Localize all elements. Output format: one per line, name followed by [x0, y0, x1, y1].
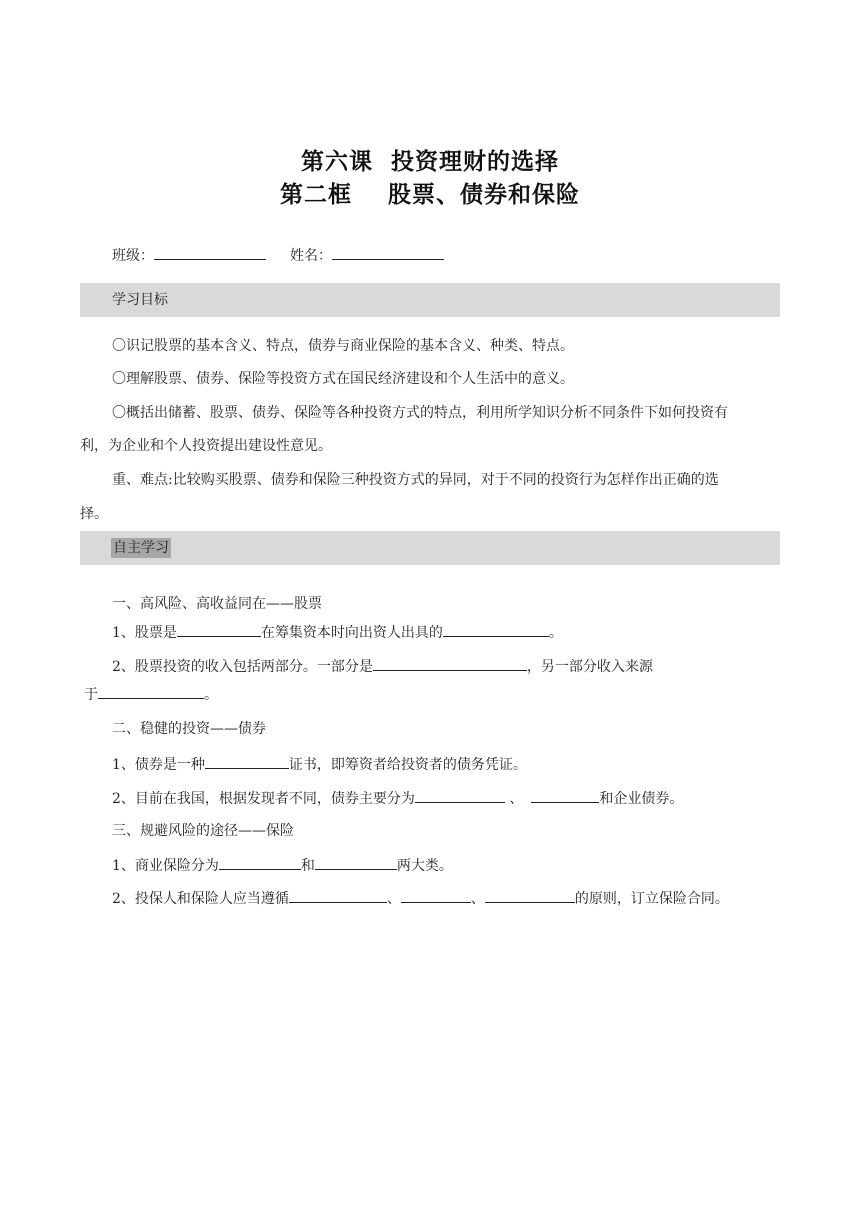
bond-question-2: 2、目前在我国，根据发现者不同，债券主要分为 、 和企业债券。 [112, 788, 683, 809]
insurance-principle-blank-2[interactable] [401, 888, 471, 903]
bond-type-blank[interactable] [205, 754, 289, 769]
section-title: 第二框 股票、债券和保险 [279, 182, 581, 208]
objective-item-3-line1: 〇概括出储蓄、股票、债券、保险等各种投资方式的特点，利用所学知识分析不同条件下如何投资有 [112, 405, 728, 421]
class-field[interactable] [154, 245, 266, 260]
class-label: 班级： [112, 248, 154, 264]
name-field[interactable] [332, 245, 444, 260]
key-points-line2: 择。 [80, 506, 108, 522]
objective-item-1: 〇识记股票的基本含义、特点，债券与商业保险的基本含义、种类、特点。 [112, 338, 574, 354]
objectives-header-band [80, 283, 780, 317]
stock-section-title: 一、高风险、高收益同在——股票 [112, 596, 322, 612]
bond-question-1: 1、债券是一种 证书，即筹资者给投资者的债务凭证。 [112, 754, 527, 775]
insurance-question-2: 2、投保人和保险人应当遵循 、 、 的原则，订立保险合同。 [112, 888, 729, 909]
stock-income-blank-2[interactable] [98, 684, 204, 699]
lesson-title: 第六课 投资理财的选择 [300, 149, 559, 175]
stock-question-2-line2: 于 。 [84, 684, 218, 705]
objective-item-3-line2: 利，为企业和个人投资提出建设性意见。 [80, 438, 332, 454]
student-info-row [112, 245, 444, 266]
key-points-line1: 重、难点:比较购买股票、债券和保险三种投资方式的异同，对于不同的投资行为怎样作出正确的选 [112, 472, 719, 488]
self-study-heading: 自主学习 [113, 540, 169, 556]
stock-question-1: 1、股票是 在筹集资本时向出资人出具的 。 [112, 622, 563, 643]
bond-category-blank-1[interactable] [415, 788, 505, 803]
insurance-question-1: 1、商业保险分为 和 两大类。 [112, 855, 453, 876]
stock-certificate-blank[interactable] [443, 622, 549, 637]
insurance-principle-blank-3[interactable] [485, 888, 575, 903]
self-study-header-band [80, 531, 780, 565]
insurance-type-blank-2[interactable] [315, 855, 397, 870]
objectives-heading: 学习目标 [112, 292, 168, 308]
stock-issuer-blank[interactable] [177, 622, 261, 637]
bond-category-blank-2[interactable] [531, 788, 599, 803]
insurance-type-blank-1[interactable] [219, 855, 301, 870]
name-label: 姓名： [290, 248, 332, 264]
stock-question-2-line1: 2、股票投资的收入包括两部分。一部分是 ，另一部分收入来源 [112, 656, 653, 677]
stock-income-blank-1[interactable] [373, 656, 527, 671]
insurance-section-title: 三、规避风险的途径——保险 [112, 823, 294, 839]
bond-section-title: 二、稳健的投资——债券 [112, 721, 266, 737]
insurance-principle-blank-1[interactable] [289, 888, 387, 903]
objective-item-2: 〇理解股票、债券、保险等投资方式在国民经济建设和个人生活中的意义。 [112, 371, 574, 387]
